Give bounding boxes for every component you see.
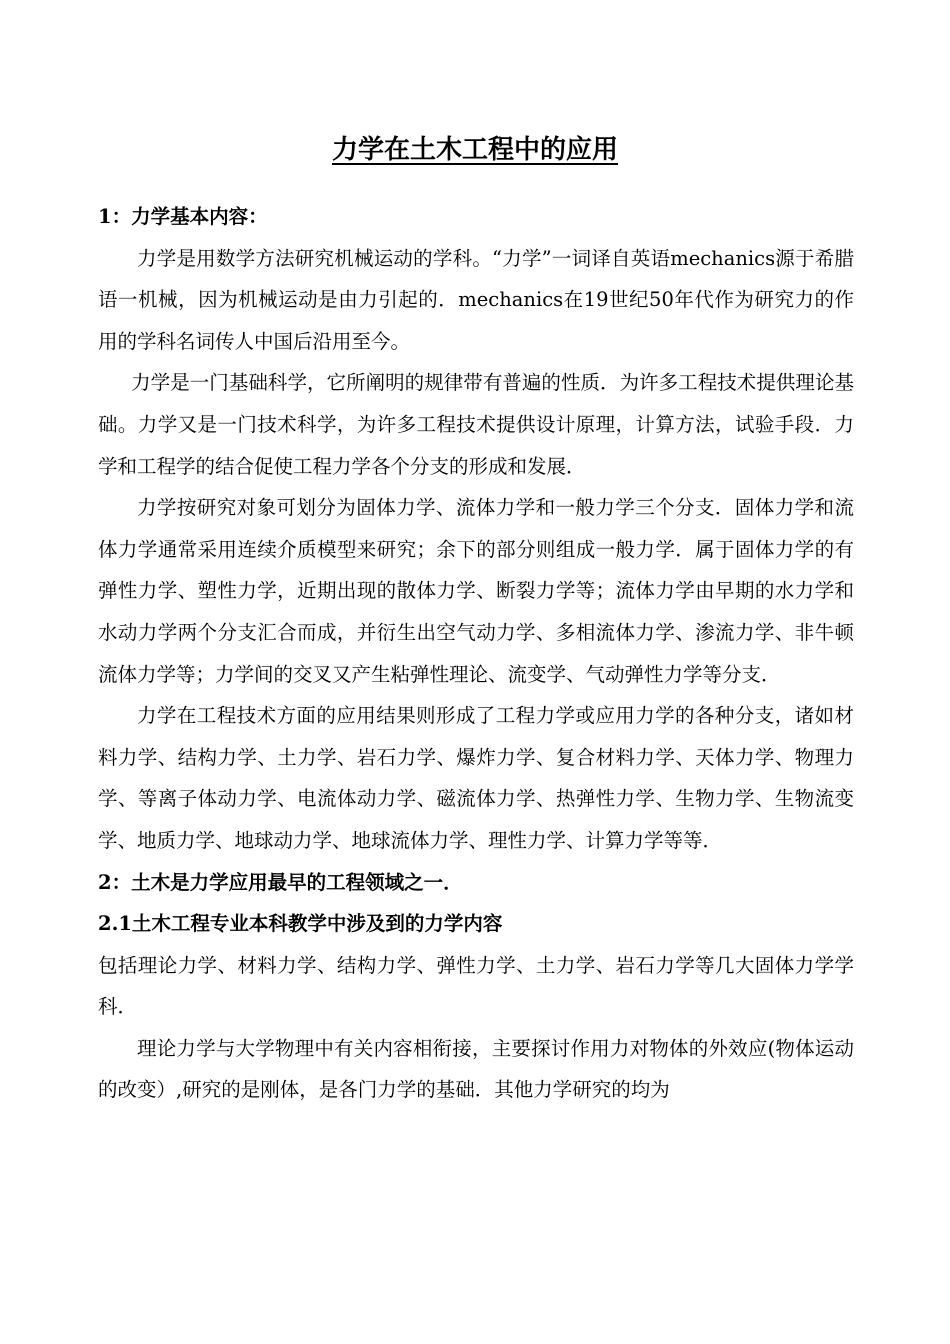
section-2-paragraph-1: 包括理论力学、材料力学、结构力学、弹性力学、土力学、岩石力学等几大固体力学学科．: [98, 953, 854, 1019]
section-1-paragraph-1: 力学是用数学方法研究机械运动的学科。“力学”一词译自英语mechanics源于希腊语一机械，因为机械运动是由力引起的．mechanics在19世纪50年代作为研究力的作用的学科名词传人中国后沿用至今。: [98, 246, 854, 353]
document-title-text: 力学在土木工程中的应用: [331, 135, 618, 165]
section-2-1-subheading: 2.1土木工程专业本科教学中涉及到的力学内容: [98, 912, 503, 936]
section-2-paragraph-2: 理论力学与大学物理中有关内容相衔接，主要探讨作用力对物体的外效应(物体运动的改变）,研究的是刚体，是各门力学的基础．其他力学研究的均为: [98, 1036, 854, 1102]
document-title: [0, 130, 950, 170]
section-1-paragraph-3: 力学按研究对象可划分为固体力学、流体力学和一般力学三个分支．固体力学和流体力学通常采用连续介质模型来研究；余下的部分则组成一般力学．属于固体力学的有弹性力学、塑性力学，近期出现的散体力学、断裂力学等；流体力学由早期的水力学和水动力学两个分支汇合而成，并衍生出空气动力学、多相流体力学、渗流力学、非牛顿流体力学等；力学间的交叉又产生粘弹性理论、流变学、气动弹性力学等分支．: [98, 496, 854, 686]
section-1-paragraph-4: 力学在工程技术方面的应用结果则形成了工程力学或应用力学的各种分支，诸如材料力学、结构力学、土力学、岩石力学、爆炸力学、复合材料力学、天体力学、物理力学、等离子体动力学、电流体动力学、磁流体力学、热弹性力学、生物力学、生物流变学、地质力学、地球动力学、地球流体力学、理性力学、计算力学等等．: [98, 704, 854, 852]
section-2-heading: 2：土木是力学应用最早的工程领域之一．: [98, 870, 463, 894]
document-body: [98, 196, 854, 1111]
section-1-heading: 1：力学基本内容：: [98, 205, 268, 228]
section-1-paragraph-2: 力学是一门基础科学，它所阐明的规律带有普遍的性质．为许多工程技术提供理论基础。力学又是一门技术科学，为许多工程技术提供设计原理，计算方法，试验手段．力学和工程学的结合促使工程力学各个分支的形成和发展．: [98, 371, 854, 478]
